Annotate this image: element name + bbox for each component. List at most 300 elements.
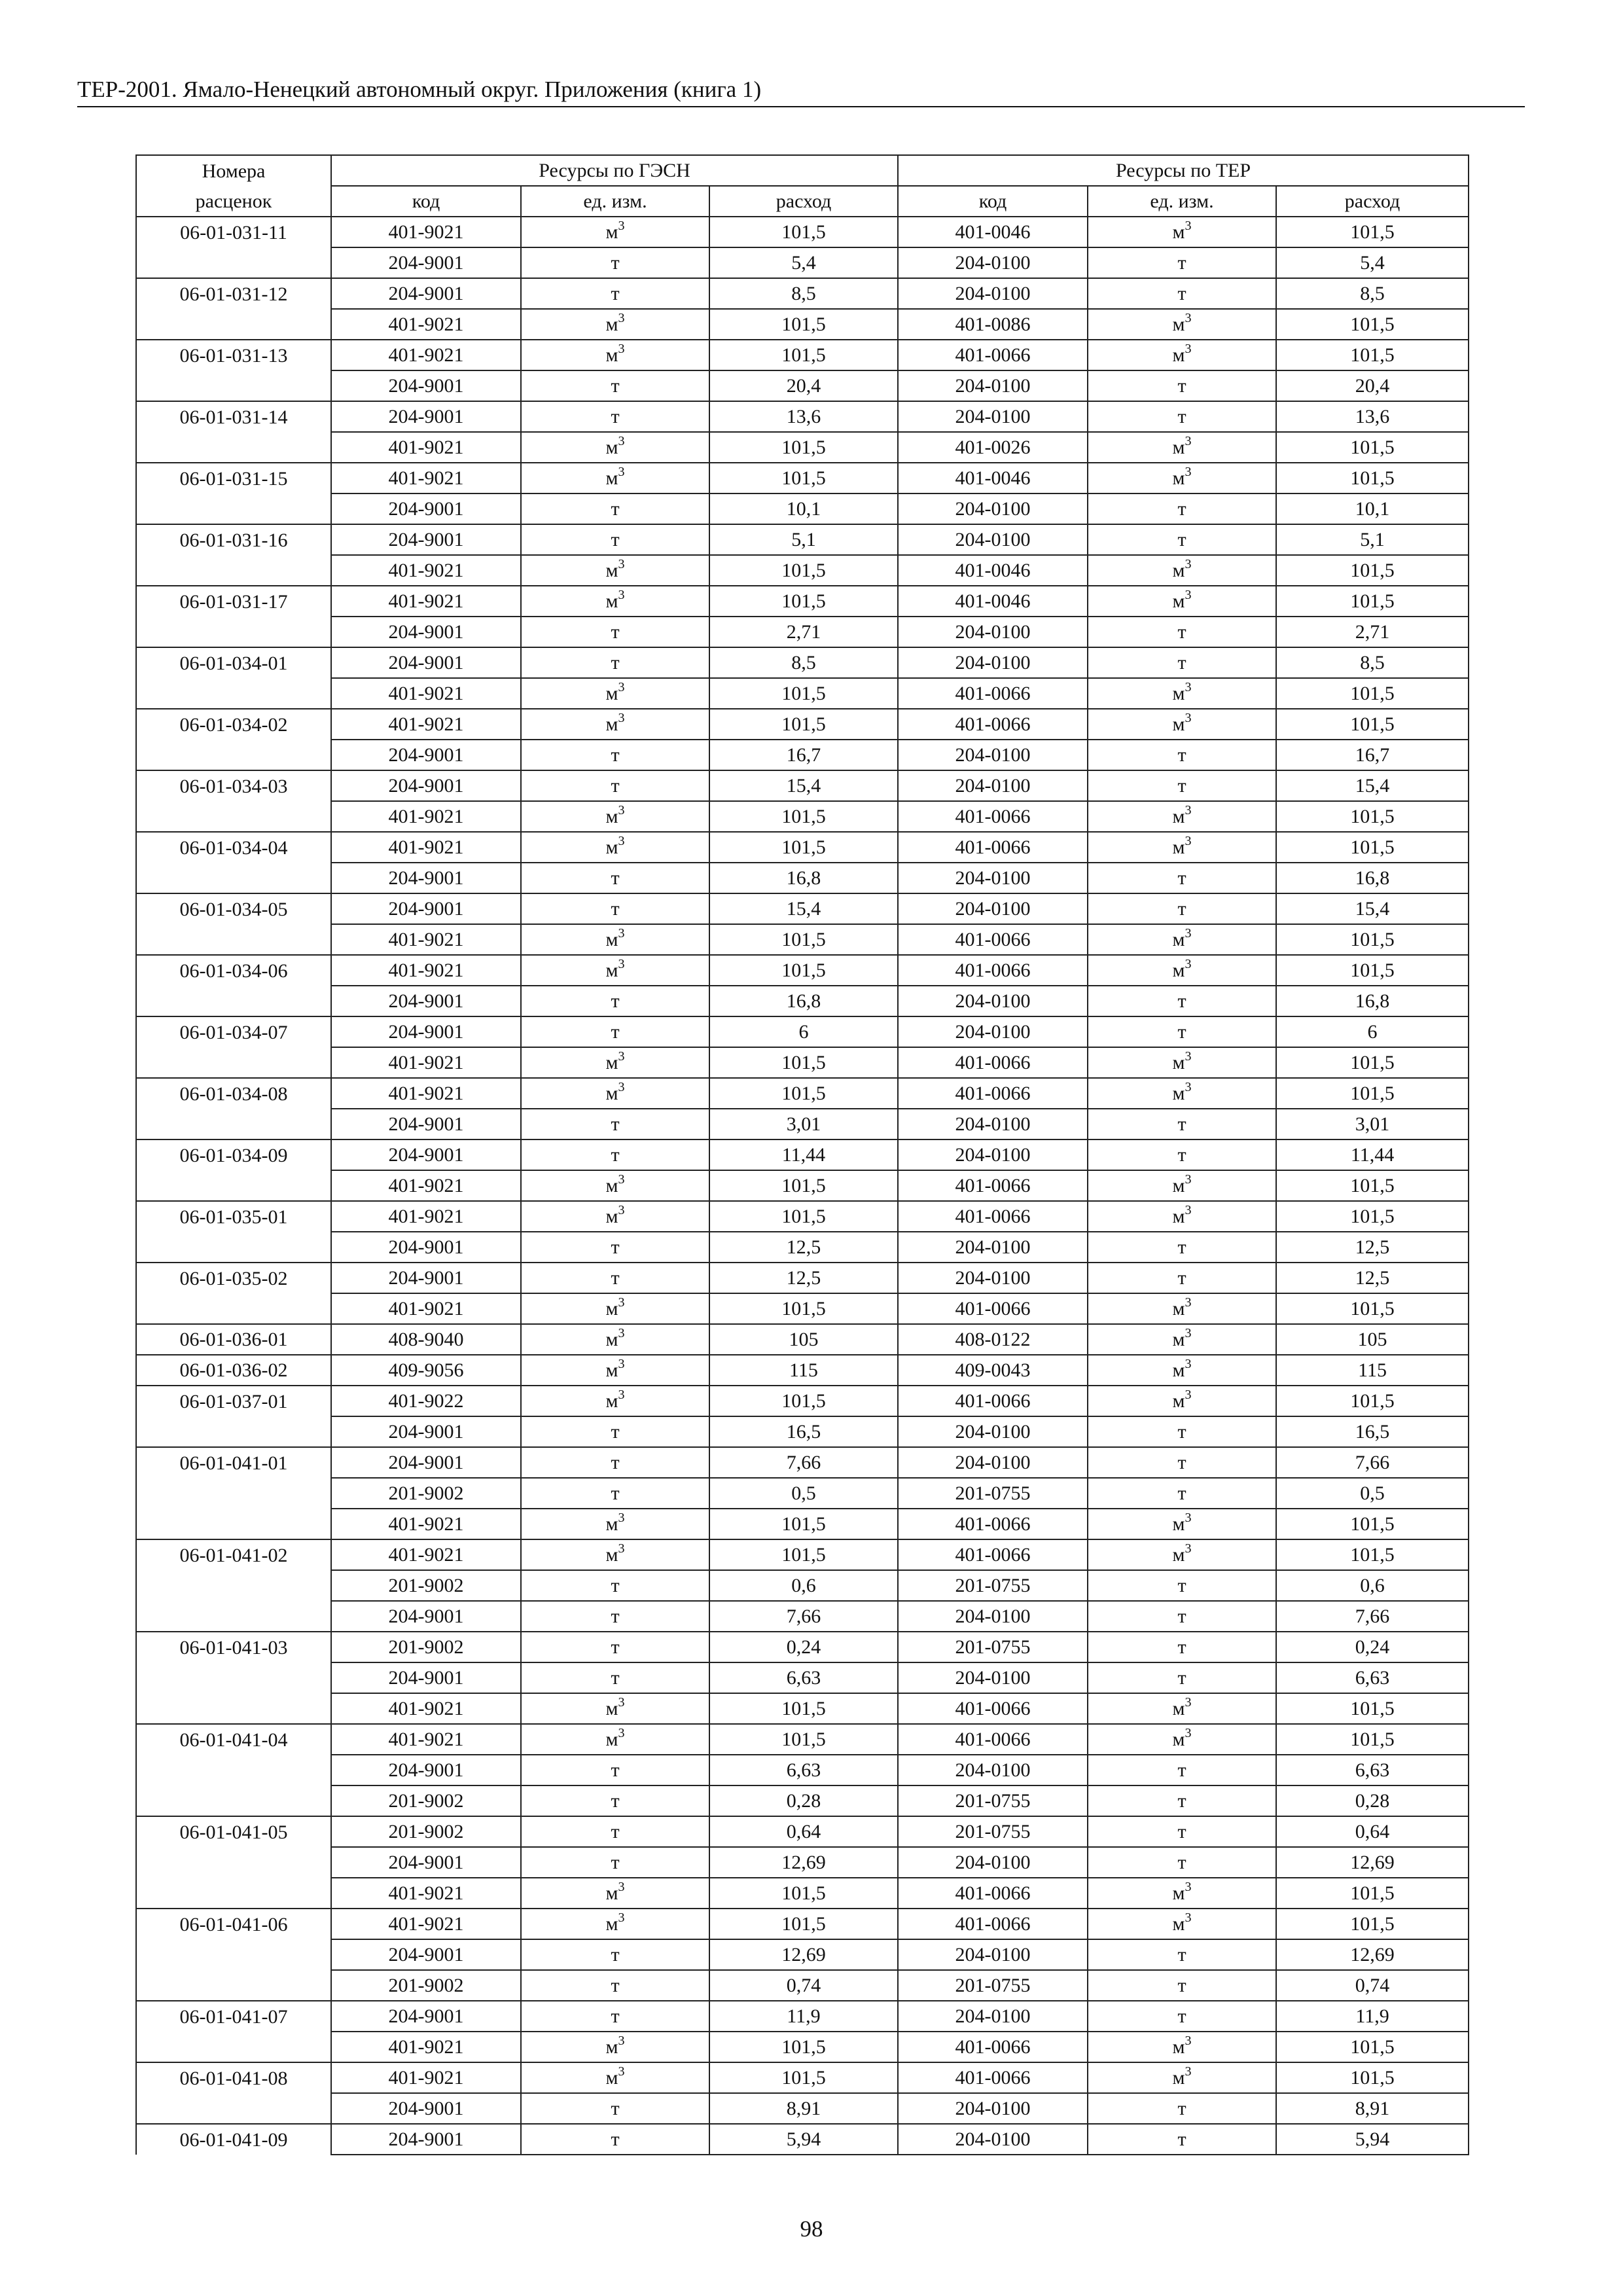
ter-amount-cell: 5,94 [1276, 2124, 1469, 2155]
ter-code-cell: 401-0066 [898, 2032, 1088, 2062]
rate-number-cell: 06-01-034-06 [136, 955, 331, 986]
ter-amount-cell: 8,5 [1276, 278, 1469, 309]
rate-number-cell: 06-01-034-08 [136, 1078, 331, 1109]
ter-amount-cell: 12,5 [1276, 1232, 1469, 1263]
rate-number-cell [136, 1416, 331, 1447]
rate-number-cell [136, 309, 331, 340]
gesn-amount-cell: 10,1 [709, 493, 898, 524]
rate-number-cell [136, 1847, 331, 1878]
ter-unit-cell: т [1088, 493, 1276, 524]
gesn-code-cell: 204-9001 [331, 493, 521, 524]
gesn-code-cell: 401-9021 [331, 309, 521, 340]
ter-code-cell: 401-0066 [898, 1909, 1088, 1939]
ter-unit-cell: т [1088, 1570, 1276, 1601]
ter-unit-cell: $м^3$ [1088, 555, 1276, 586]
gesn-unit-cell: т [521, 493, 709, 524]
ter-code-cell: 204-0100 [898, 647, 1088, 678]
gesn-unit-cell: $м^3$ [521, 1724, 709, 1755]
ter-amount-cell: 101,5 [1276, 1170, 1469, 1201]
gesn-amount-cell: 101,5 [709, 955, 898, 986]
ter-code-cell: 201-0755 [898, 1785, 1088, 1816]
gesn-code-cell: 401-9021 [331, 832, 521, 863]
rate-number-cell: 06-01-031-13 [136, 340, 331, 370]
ter-unit-cell: т [1088, 647, 1276, 678]
ter-amount-cell: 8,5 [1276, 647, 1469, 678]
ter-code-cell: 204-0100 [898, 1016, 1088, 1047]
table-row [136, 1970, 1469, 2001]
ter-code-cell: 401-0066 [898, 1539, 1088, 1570]
ter-unit-cell: т [1088, 1755, 1276, 1785]
gesn-code-cell: 401-9021 [331, 340, 521, 370]
ter-amount-cell: 6 [1276, 1016, 1469, 1047]
gesn-unit-cell: $м^3$ [521, 709, 709, 740]
gesn-amount-cell: 7,66 [709, 1447, 898, 1478]
gesn-code-cell: 401-9021 [331, 1509, 521, 1539]
ter-unit-cell: т [1088, 617, 1276, 647]
gesn-amount-cell: 15,4 [709, 770, 898, 801]
ter-amount-cell: 0,74 [1276, 1970, 1469, 2001]
rate-number-cell [136, 247, 331, 278]
gesn-amount-cell: 16,8 [709, 986, 898, 1016]
group-header-ter: Ресурсы по ТЕР [898, 155, 1469, 186]
ter-amount-cell: 101,5 [1276, 309, 1469, 340]
ter-code-cell: 401-0066 [898, 1078, 1088, 1109]
gesn-amount-cell: 101,5 [709, 924, 898, 955]
gesn-unit-cell: т [521, 1970, 709, 2001]
gesn-code-cell: 401-9021 [331, 955, 521, 986]
rate-number-cell [136, 678, 331, 709]
ter-unit-cell: т [1088, 2124, 1276, 2155]
gesn-amount-cell: 101,5 [709, 1047, 898, 1078]
gesn-code-cell: 204-9001 [331, 1016, 521, 1047]
ter-unit-cell: $м^3$ [1088, 1078, 1276, 1109]
ter-code-cell: 204-0100 [898, 1847, 1088, 1878]
gesn-amount-cell: 101,5 [709, 1170, 898, 1201]
gesn-amount-cell: 101,5 [709, 1909, 898, 1939]
gesn-unit-cell: $м^3$ [521, 1539, 709, 1570]
table-row [136, 770, 1469, 801]
ter-unit-cell: т [1088, 278, 1276, 309]
gesn-amount-cell: 101,5 [709, 678, 898, 709]
rate-number-cell [136, 986, 331, 1016]
gesn-amount-cell: 16,5 [709, 1416, 898, 1447]
gesn-amount-cell: 12,5 [709, 1263, 898, 1293]
gesn-code-cell: 401-9021 [331, 586, 521, 617]
ter-unit-cell: т [1088, 401, 1276, 432]
gesn-amount-cell: 101,5 [709, 1693, 898, 1724]
gesn-code-cell: 204-9001 [331, 1232, 521, 1263]
col-header-ter-unit: ед. изм. [1088, 186, 1276, 217]
gesn-unit-cell: т [521, 1478, 709, 1509]
gesn-unit-cell: т [521, 370, 709, 401]
gesn-unit-cell: $м^3$ [521, 1078, 709, 1109]
ter-unit-cell: т [1088, 1970, 1276, 2001]
ter-amount-cell: 6,63 [1276, 1662, 1469, 1693]
rate-number-cell: 06-01-036-02 [136, 1355, 331, 1386]
gesn-unit-cell: $м^3$ [521, 1170, 709, 1201]
gesn-amount-cell: 101,5 [709, 217, 898, 247]
ter-amount-cell: 101,5 [1276, 2032, 1469, 2062]
ter-code-cell: 204-0100 [898, 401, 1088, 432]
ter-code-cell: 401-0066 [898, 1201, 1088, 1232]
gesn-code-cell: 401-9021 [331, 2032, 521, 2062]
gesn-code-cell: 401-9021 [331, 1078, 521, 1109]
gesn-code-cell: 401-9021 [331, 432, 521, 463]
gesn-amount-cell: 101,5 [709, 340, 898, 370]
ter-code-cell: 204-0100 [898, 1232, 1088, 1263]
rate-number-cell [136, 1047, 331, 1078]
table-row [136, 863, 1469, 893]
gesn-amount-cell: 8,5 [709, 278, 898, 309]
ter-unit-cell: $м^3$ [1088, 955, 1276, 986]
table-row [136, 1570, 1469, 1601]
ter-unit-cell: $м^3$ [1088, 1201, 1276, 1232]
table-row [136, 309, 1469, 340]
table-row [136, 1170, 1469, 1201]
ter-unit-cell: т [1088, 1416, 1276, 1447]
gesn-amount-cell: 101,5 [709, 2032, 898, 2062]
rate-number-cell [136, 1878, 331, 1909]
gesn-unit-cell: т [521, 740, 709, 770]
gesn-unit-cell: $м^3$ [521, 1693, 709, 1724]
ter-amount-cell: 101,5 [1276, 955, 1469, 986]
gesn-unit-cell: т [521, 1109, 709, 1139]
gesn-unit-cell: т [521, 278, 709, 309]
gesn-unit-cell: т [521, 2124, 709, 2155]
table-row [136, 217, 1469, 247]
gesn-amount-cell: 5,94 [709, 2124, 898, 2155]
gesn-unit-cell: $м^3$ [521, 924, 709, 955]
ter-unit-cell: т [1088, 1632, 1276, 1662]
ter-unit-cell: т [1088, 770, 1276, 801]
ter-unit-cell: $м^3$ [1088, 1355, 1276, 1386]
ter-unit-cell: $м^3$ [1088, 678, 1276, 709]
ter-code-cell: 201-0755 [898, 1632, 1088, 1662]
ter-amount-cell: 8,91 [1276, 2093, 1469, 2124]
table-row [136, 1662, 1469, 1693]
ter-unit-cell: т [1088, 893, 1276, 924]
rate-number-cell [136, 2093, 331, 2124]
rate-number-cell [136, 1293, 331, 1324]
col-header-number: Номера [136, 155, 331, 186]
rate-number-cell [136, 370, 331, 401]
gesn-code-cell: 204-9001 [331, 770, 521, 801]
ter-code-cell: 401-0066 [898, 2062, 1088, 2093]
ter-amount-cell: 15,4 [1276, 893, 1469, 924]
ter-unit-cell: т [1088, 1601, 1276, 1632]
ter-amount-cell: 15,4 [1276, 770, 1469, 801]
gesn-unit-cell: $м^3$ [521, 1355, 709, 1386]
rate-number-cell: 06-01-041-05 [136, 1816, 331, 1847]
ter-code-cell: 401-0066 [898, 1386, 1088, 1416]
rate-number-cell [136, 863, 331, 893]
gesn-unit-cell: т [521, 401, 709, 432]
table-row [136, 586, 1469, 617]
ter-code-cell: 201-0755 [898, 1970, 1088, 2001]
gesn-amount-cell: 6,63 [709, 1662, 898, 1693]
ter-unit-cell: $м^3$ [1088, 1293, 1276, 1324]
col-header-gesn-code: код [331, 186, 521, 217]
gesn-amount-cell: 101,5 [709, 309, 898, 340]
table-row [136, 370, 1469, 401]
ter-code-cell: 204-0100 [898, 1447, 1088, 1478]
gesn-amount-cell: 5,4 [709, 247, 898, 278]
gesn-code-cell: 204-9001 [331, 740, 521, 770]
gesn-code-cell: 204-9001 [331, 863, 521, 893]
table-row [136, 1909, 1469, 1939]
gesn-unit-cell: $м^3$ [521, 1509, 709, 1539]
rate-number-cell [136, 1232, 331, 1263]
gesn-code-cell: 204-9001 [331, 1263, 521, 1293]
gesn-code-cell: 401-9021 [331, 1170, 521, 1201]
gesn-code-cell: 201-9002 [331, 1632, 521, 1662]
ter-amount-cell: 115 [1276, 1355, 1469, 1386]
gesn-amount-cell: 101,5 [709, 801, 898, 832]
ter-code-cell: 204-0100 [898, 863, 1088, 893]
rate-number-cell [136, 740, 331, 770]
gesn-amount-cell: 5,1 [709, 524, 898, 555]
ter-unit-cell: т [1088, 370, 1276, 401]
table-row [136, 1724, 1469, 1755]
ter-code-cell: 204-0100 [898, 524, 1088, 555]
gesn-amount-cell: 101,5 [709, 586, 898, 617]
rate-number-cell: 06-01-041-04 [136, 1724, 331, 1755]
gesn-amount-cell: 3,01 [709, 1109, 898, 1139]
gesn-code-cell: 204-9001 [331, 401, 521, 432]
table-row [136, 1293, 1469, 1324]
ter-unit-cell: $м^3$ [1088, 309, 1276, 340]
gesn-unit-cell: $м^3$ [521, 586, 709, 617]
ter-code-cell: 401-0066 [898, 801, 1088, 832]
gesn-unit-cell: $м^3$ [521, 432, 709, 463]
table-row [136, 647, 1469, 678]
gesn-code-cell: 204-9001 [331, 2001, 521, 2032]
gesn-amount-cell: 115 [709, 1355, 898, 1386]
table-row [136, 678, 1469, 709]
rate-number-cell: 06-01-041-01 [136, 1447, 331, 1478]
ter-amount-cell: 101,5 [1276, 1724, 1469, 1755]
table-row [136, 1601, 1469, 1632]
gesn-amount-cell: 0,74 [709, 1970, 898, 2001]
gesn-amount-cell: 20,4 [709, 370, 898, 401]
rate-number-cell: 06-01-034-05 [136, 893, 331, 924]
gesn-unit-cell: т [521, 1939, 709, 1970]
ter-code-cell: 204-0100 [898, 893, 1088, 924]
ter-unit-cell: т [1088, 863, 1276, 893]
rate-number-cell [136, 801, 331, 832]
rate-number-cell: 06-01-031-11 [136, 217, 331, 247]
rate-number-cell [136, 1170, 331, 1201]
rate-number-cell: 06-01-034-01 [136, 647, 331, 678]
gesn-unit-cell: $м^3$ [521, 801, 709, 832]
rate-number-cell: 06-01-034-04 [136, 832, 331, 863]
ter-amount-cell: 101,5 [1276, 801, 1469, 832]
ter-amount-cell: 3,01 [1276, 1109, 1469, 1139]
ter-code-cell: 401-0066 [898, 955, 1088, 986]
table-row [136, 524, 1469, 555]
gesn-code-cell: 401-9021 [331, 1724, 521, 1755]
gesn-unit-cell: т [521, 2001, 709, 2032]
ter-code-cell: 401-0066 [898, 1878, 1088, 1909]
ter-amount-cell: 101,5 [1276, 340, 1469, 370]
gesn-unit-cell: т [521, 1263, 709, 1293]
gesn-amount-cell: 6,63 [709, 1755, 898, 1785]
ter-amount-cell: 0,28 [1276, 1785, 1469, 1816]
table-row [136, 801, 1469, 832]
ter-amount-cell: 0,5 [1276, 1478, 1469, 1509]
gesn-unit-cell: т [521, 863, 709, 893]
ter-code-cell: 401-0046 [898, 463, 1088, 493]
ter-unit-cell: $м^3$ [1088, 2032, 1276, 2062]
ter-amount-cell: 101,5 [1276, 217, 1469, 247]
rate-number-cell: 06-01-041-02 [136, 1539, 331, 1570]
ter-unit-cell: $м^3$ [1088, 924, 1276, 955]
rate-number-cell: 06-01-035-02 [136, 1263, 331, 1293]
gesn-unit-cell: т [521, 524, 709, 555]
gesn-code-cell: 401-9021 [331, 1047, 521, 1078]
ter-amount-cell: 105 [1276, 1324, 1469, 1355]
rate-number-cell: 06-01-031-14 [136, 401, 331, 432]
ter-amount-cell: 12,5 [1276, 1263, 1469, 1293]
rate-number-cell [136, 1785, 331, 1816]
table-row [136, 1847, 1469, 1878]
rate-number-cell [136, 1109, 331, 1139]
gesn-code-cell: 201-9002 [331, 1970, 521, 2001]
gesn-amount-cell: 105 [709, 1324, 898, 1355]
ter-unit-cell: т [1088, 1016, 1276, 1047]
gesn-code-cell: 204-9001 [331, 1662, 521, 1693]
ter-code-cell: 401-0026 [898, 432, 1088, 463]
table-row [136, 463, 1469, 493]
page-header-title: ТЕР-2001. Ямало-Ненецкий автономный округ. Приложения (книга 1) [77, 77, 762, 102]
rate-number-cell [136, 1601, 331, 1632]
gesn-amount-cell: 101,5 [709, 709, 898, 740]
ter-amount-cell: 101,5 [1276, 2062, 1469, 2093]
gesn-code-cell: 204-9001 [331, 986, 521, 1016]
table-row [136, 617, 1469, 647]
table-row [136, 2001, 1469, 2032]
gesn-code-cell: 204-9001 [331, 2124, 521, 2155]
rate-number-cell: 06-01-041-03 [136, 1632, 331, 1662]
ter-code-cell: 201-0755 [898, 1816, 1088, 1847]
gesn-unit-cell: т [521, 893, 709, 924]
gesn-code-cell: 204-9001 [331, 893, 521, 924]
ter-amount-cell: 101,5 [1276, 586, 1469, 617]
rate-number-cell: 06-01-041-09 [136, 2124, 331, 2155]
ter-code-cell: 401-0046 [898, 555, 1088, 586]
ter-code-cell: 204-0100 [898, 1109, 1088, 1139]
table-row [136, 955, 1469, 986]
gesn-code-cell: 204-9001 [331, 1416, 521, 1447]
gesn-unit-cell: т [521, 1662, 709, 1693]
gesn-amount-cell: 11,44 [709, 1139, 898, 1170]
gesn-unit-cell: $м^3$ [521, 463, 709, 493]
gesn-unit-cell: т [521, 1632, 709, 1662]
table-row [136, 1416, 1469, 1447]
gesn-unit-cell: т [521, 247, 709, 278]
ter-unit-cell: $м^3$ [1088, 1539, 1276, 1570]
ter-code-cell: 401-0066 [898, 1693, 1088, 1724]
gesn-unit-cell: $м^3$ [521, 1909, 709, 1939]
ter-code-cell: 204-0100 [898, 2124, 1088, 2155]
gesn-code-cell: 204-9001 [331, 524, 521, 555]
gesn-code-cell: 401-9021 [331, 463, 521, 493]
gesn-unit-cell: т [521, 1447, 709, 1478]
gesn-code-cell: 401-9022 [331, 1386, 521, 1416]
ter-unit-cell: $м^3$ [1088, 1170, 1276, 1201]
ter-amount-cell: 10,1 [1276, 493, 1469, 524]
rate-number-cell: 06-01-034-07 [136, 1016, 331, 1047]
ter-amount-cell: 101,5 [1276, 1509, 1469, 1539]
gesn-code-cell: 401-9021 [331, 1539, 521, 1570]
gesn-code-cell: 204-9001 [331, 2093, 521, 2124]
ter-code-cell: 204-0100 [898, 247, 1088, 278]
gesn-code-cell: 204-9001 [331, 1939, 521, 1970]
ter-code-cell: 409-0043 [898, 1355, 1088, 1386]
gesn-unit-cell: $м^3$ [521, 955, 709, 986]
table-row [136, 1047, 1469, 1078]
table-row [136, 2093, 1469, 2124]
ter-amount-cell: 101,5 [1276, 1386, 1469, 1416]
gesn-unit-cell: т [521, 2093, 709, 2124]
ter-unit-cell: $м^3$ [1088, 463, 1276, 493]
ter-amount-cell: 16,8 [1276, 863, 1469, 893]
ter-unit-cell: т [1088, 2093, 1276, 2124]
ter-code-cell: 204-0100 [898, 2093, 1088, 2124]
ter-code-cell: 204-0100 [898, 770, 1088, 801]
ter-code-cell: 204-0100 [898, 740, 1088, 770]
ter-amount-cell: 7,66 [1276, 1601, 1469, 1632]
table-row [136, 1509, 1469, 1539]
ter-amount-cell: 101,5 [1276, 1909, 1469, 1939]
gesn-code-cell: 408-9040 [331, 1324, 521, 1355]
ter-amount-cell: 0,64 [1276, 1816, 1469, 1847]
ter-code-cell: 204-0100 [898, 1755, 1088, 1785]
ter-unit-cell: $м^3$ [1088, 432, 1276, 463]
gesn-unit-cell: т [521, 1847, 709, 1878]
gesn-code-cell: 204-9001 [331, 1109, 521, 1139]
gesn-unit-cell: $м^3$ [521, 555, 709, 586]
ter-amount-cell: 101,5 [1276, 1539, 1469, 1570]
ter-code-cell: 204-0100 [898, 1662, 1088, 1693]
ter-amount-cell: 11,9 [1276, 2001, 1469, 2032]
table-row [136, 893, 1469, 924]
ter-amount-cell: 101,5 [1276, 678, 1469, 709]
rate-number-cell [136, 1662, 331, 1693]
gesn-code-cell: 201-9002 [331, 1478, 521, 1509]
table-row [136, 1755, 1469, 1785]
gesn-code-cell: 401-9021 [331, 1909, 521, 1939]
gesn-unit-cell: т [521, 1570, 709, 1601]
ter-amount-cell: 0,24 [1276, 1632, 1469, 1662]
ter-unit-cell: $м^3$ [1088, 832, 1276, 863]
gesn-amount-cell: 0,28 [709, 1785, 898, 1816]
gesn-unit-cell: т [521, 986, 709, 1016]
rate-number-cell: 06-01-034-09 [136, 1139, 331, 1170]
table-row [136, 1632, 1469, 1662]
rate-number-cell: 06-01-041-08 [136, 2062, 331, 2093]
gesn-code-cell: 204-9001 [331, 1447, 521, 1478]
ter-code-cell: 401-0066 [898, 678, 1088, 709]
ter-code-cell: 204-0100 [898, 493, 1088, 524]
table-row [136, 2032, 1469, 2062]
ter-unit-cell: $м^3$ [1088, 217, 1276, 247]
ter-amount-cell: 101,5 [1276, 555, 1469, 586]
ter-code-cell: 204-0100 [898, 370, 1088, 401]
gesn-amount-cell: 101,5 [709, 432, 898, 463]
col-header-gesn-amount: расход [709, 186, 898, 217]
table-row [136, 1263, 1469, 1293]
